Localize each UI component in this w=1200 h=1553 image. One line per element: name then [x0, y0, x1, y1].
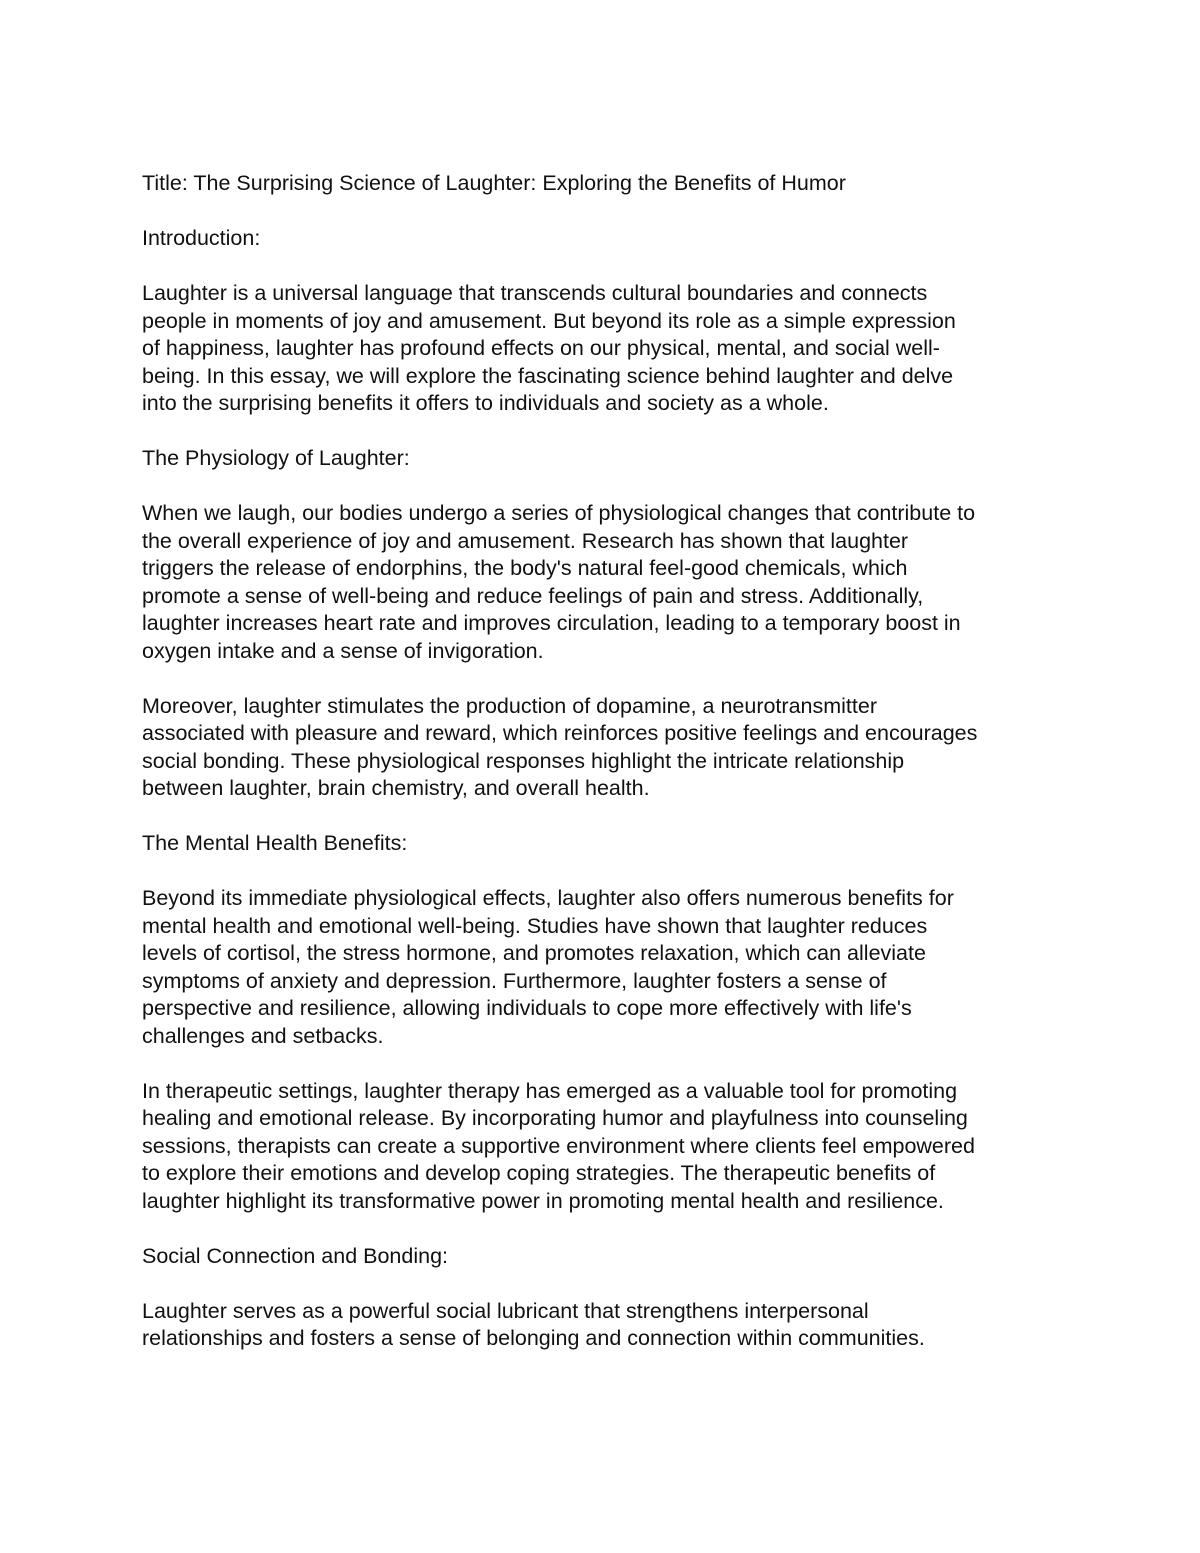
text-line: Laughter serves as a powerful social lubricant that strengthens interpersonal: [142, 1298, 869, 1323]
paragraph-physiology-2: [142, 693, 1072, 803]
text-line: perspective and resilience, allowing individuals to cope more effectively with life's: [142, 996, 912, 1020]
text-line: associated with pleasure and reward, which reinforces positive feelings and encourages: [142, 721, 978, 745]
text-line: levels of cortisol, the stress hormone, and promotes relaxation, which can alleviate: [142, 941, 926, 965]
section-heading-introduction: Introduction:: [142, 226, 261, 250]
text-line: people in moments of joy and amusement. But beyond its role as a simple expression: [142, 308, 956, 333]
paragraph-introduction-1: [142, 280, 1072, 418]
section-heading-mental-health: The Mental Health Benefits:: [142, 831, 408, 855]
section-heading-physiology: The Physiology of Laughter:: [142, 446, 410, 470]
text-line: promote a sense of well-being and reduce feelings of pain and stress. Additionally,: [142, 583, 924, 608]
paragraph-mental-health-2: [142, 1078, 1072, 1216]
text-line: Beyond its immediate physiological effects, laughter also offers numerous benefits for: [142, 886, 954, 910]
text-line: to explore their emotions and develop coping strategies. The therapeutic benefits of: [142, 1161, 936, 1185]
text-line: challenges and setbacks.: [142, 1023, 384, 1048]
text-line: healing and emotional release. By incorporating humor and playfulness into counseling: [142, 1106, 968, 1130]
text-line: Moreover, laughter stimulates the production of dopamine, a neurotransmitter: [142, 693, 877, 718]
paragraph-social-connection-1: [142, 1298, 1072, 1353]
paragraph-physiology-1: [142, 500, 1072, 665]
text-line: When we laugh, our bodies undergo a series of physiological changes that contribute to: [142, 501, 976, 525]
text-line: oxygen intake and a sense of invigoration.: [142, 638, 544, 663]
text-line: between laughter, brain chemistry, and overall health.: [142, 776, 650, 800]
text-line: mental health and emotional well-being. Studies have shown that laughter reduces: [142, 913, 928, 938]
text-line: the overall experience of joy and amusement. Research has shown that laughter: [142, 528, 909, 553]
text-line: being. In this essay, we will explore the fascinating science behind laughter and delve: [142, 363, 954, 388]
text-line: laughter highlight its transformative power in promoting mental health and resilience.: [142, 1188, 944, 1213]
text-line: into the surprising benefits it offers to individuals and society as a whole.: [142, 391, 829, 415]
section-heading-social-connection: Social Connection and Bonding:: [142, 1243, 448, 1268]
paragraph-mental-health-1: [142, 885, 1072, 1050]
text-line: social bonding. These physiological responses highlight the intricate relationship: [142, 748, 905, 773]
text-line: relationships and fosters a sense of belonging and connection within communities.: [142, 1326, 925, 1350]
text-line: laughter increases heart rate and improves circulation, leading to a temporary boost in: [142, 611, 961, 635]
text-line: of happiness, laughter has profound effects on our physical, mental, and social well-: [142, 336, 940, 360]
text-line: triggers the release of endorphins, the body's natural feel-good chemicals, which: [142, 556, 908, 580]
text-line: Laughter is a universal language that transcends cultural boundaries and connects: [142, 281, 928, 305]
text-line: symptoms of anxiety and depression. Furthermore, laughter fosters a sense of: [142, 968, 887, 993]
document-title: Title: The Surprising Science of Laughter: Exploring the Benefits of Humor: [142, 171, 846, 195]
text-line: sessions, therapists can create a supportive environment where clients feel empowered: [142, 1133, 975, 1158]
text-line: In therapeutic settings, laughter therapy has emerged as a valuable tool for promoting: [142, 1078, 958, 1103]
document-page: [142, 170, 1072, 1380]
